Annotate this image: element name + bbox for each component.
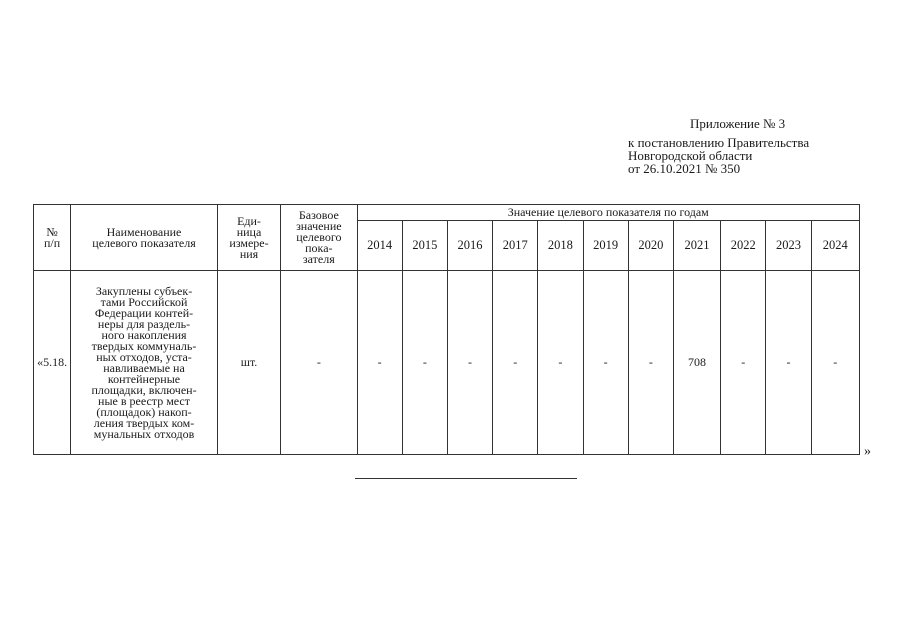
row-base: - (281, 271, 357, 455)
header-year: 2014 (357, 221, 402, 271)
header-year: 2023 (766, 221, 811, 271)
closing-quote: » (864, 444, 871, 459)
header-years-group: Значение целевого показателя по годам (357, 205, 859, 221)
row-value: - (402, 271, 447, 455)
header-year: 2024 (811, 221, 859, 271)
row-unit: шт. (217, 271, 280, 455)
header-num: № п/п (34, 205, 71, 271)
header-name: Наименование целевого показателя (71, 205, 218, 271)
header-year: 2018 (538, 221, 583, 271)
row-value: 708 (673, 271, 720, 455)
header-unit: Еди- ница измере- ния (217, 205, 280, 271)
header-year: 2022 (721, 221, 766, 271)
header-year: 2017 (493, 221, 538, 271)
row-num: «5.18. (34, 271, 71, 455)
row-value: - (766, 271, 811, 455)
header-year: 2021 (673, 221, 720, 271)
row-value: - (583, 271, 628, 455)
header-year: 2016 (447, 221, 492, 271)
bottom-divider (355, 478, 577, 479)
target-indicators-table (33, 204, 860, 455)
row-name: Закуплены субъек- тами Российской Федерации контей- неры для раздель- ного накопления твердых коммуналь- ных отходов, уста- навливаемые на контейнерные площадки, включен- ные в реестр мест (площадок) накоп- ления твердых ком- мунальных отходов (71, 271, 218, 455)
row-value: - (447, 271, 492, 455)
appendix-title: Приложение № 3 (690, 116, 786, 131)
row-value: - (538, 271, 583, 455)
header-base: Базовое значение целевого пока- зателя (281, 205, 357, 271)
header-year: 2015 (402, 221, 447, 271)
header-year: 2019 (583, 221, 628, 271)
row-value: - (357, 271, 402, 455)
row-value: - (811, 271, 859, 455)
table-row (34, 271, 860, 455)
row-value: - (721, 271, 766, 455)
appendix-line-2: Новгородской области (628, 148, 753, 163)
appendix-block (628, 117, 888, 175)
row-value: - (628, 271, 673, 455)
appendix-line-1: к постановлению Правительства (628, 135, 810, 150)
header-year: 2020 (628, 221, 673, 271)
appendix-line-3: от 26.10.2021 № 350 (628, 161, 741, 176)
row-value: - (493, 271, 538, 455)
